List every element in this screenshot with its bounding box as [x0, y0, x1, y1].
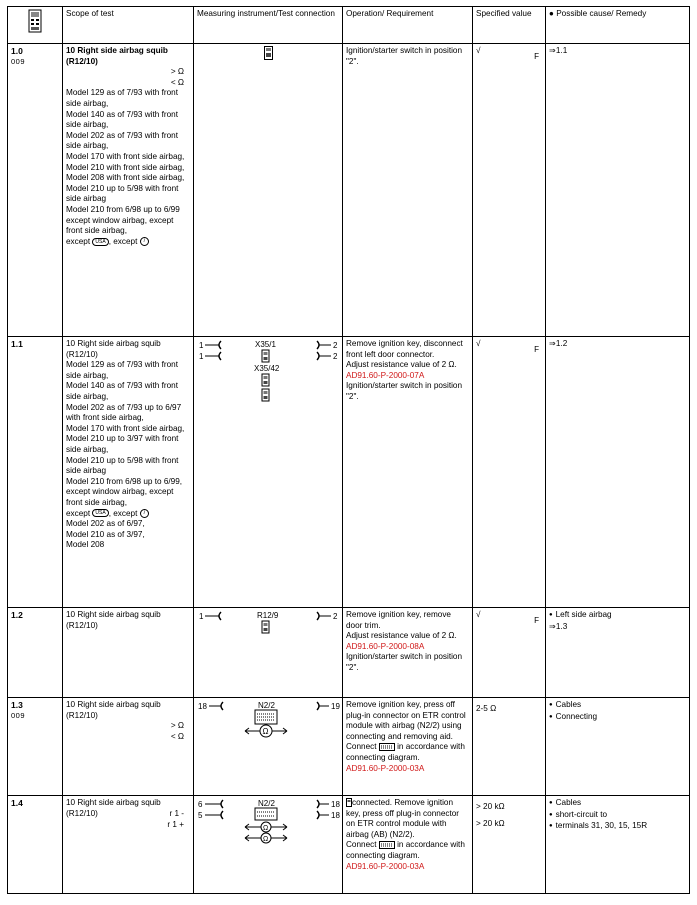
- tester-device-icon: [262, 621, 269, 633]
- operation-cell: [343, 337, 473, 608]
- ohmmeter-icon: [245, 822, 287, 843]
- connection-diagram: [197, 700, 340, 740]
- table-row: [8, 44, 690, 337]
- tester-device-icon: [262, 374, 269, 386]
- scope-line: 10 Right side airbag squib (R12/10): [66, 610, 161, 630]
- step-number: 1.4: [11, 798, 23, 808]
- step-cell: [8, 698, 63, 796]
- connect-label: Connect: [346, 742, 377, 752]
- connection-diagram: [197, 610, 340, 640]
- spec-cell: [473, 44, 546, 337]
- scope-except: [66, 509, 190, 520]
- scope-line: 10 Right side airbag squib (R12/10): [66, 700, 161, 720]
- pin-left-2: 5: [198, 811, 203, 820]
- usa-badge: USA: [92, 509, 108, 517]
- header-operation: Operation/ Requirement: [343, 7, 473, 44]
- document-reference-link[interactable]: AD91.60-P-2000-07A: [346, 370, 425, 380]
- step-cell: [8, 608, 63, 698]
- pin-left-1: 1: [199, 341, 204, 350]
- omega-symbol: Ω: [262, 727, 269, 736]
- tester-device-icon: [28, 9, 42, 33]
- connector-n2-2: N2/2: [258, 701, 275, 710]
- check-mark: √: [476, 46, 481, 55]
- scope-cell: [63, 698, 194, 796]
- spec-cell: [473, 337, 546, 608]
- scope-line: Model 210 up to 3/97 with front side airbag,: [66, 434, 179, 454]
- step-number: 1.3: [11, 700, 23, 710]
- remedy-link[interactable]: ⇒1.2: [549, 339, 568, 348]
- pin-left-1: 6: [198, 800, 203, 809]
- step-number: 1.0: [11, 46, 23, 56]
- breakout-box-icon: [379, 841, 395, 849]
- remedy-cause: ● Left side airbag: [549, 610, 686, 622]
- check-mark: √: [476, 339, 481, 348]
- omega-symbol: Ω: [263, 825, 269, 832]
- spec-cell: [473, 608, 546, 698]
- scope-line: Model 202 as of 6/97,: [66, 519, 145, 529]
- pin-right-2: 18: [331, 811, 340, 820]
- document-reference-link[interactable]: AD91.60-P-2000-08A: [346, 641, 425, 651]
- step-cell: [8, 796, 63, 894]
- operation-cell: [343, 608, 473, 698]
- fault-code: F: [534, 345, 539, 354]
- specified-value: > 20 kΩ: [476, 818, 505, 828]
- scope-line: Model 208: [66, 540, 105, 550]
- operation-cell: [343, 698, 473, 796]
- operation-text: [346, 798, 469, 840]
- scope-except: [66, 237, 190, 248]
- except-label-2: , except: [108, 508, 138, 518]
- usa-badge: USA: [92, 238, 108, 246]
- scope-line: Model 140 as of 7/93 with front side airbag,: [66, 381, 178, 401]
- remedy-cause: ● Cables: [549, 700, 686, 712]
- remedy-cause: ● short-circuit to: [549, 810, 686, 822]
- instrument-cell: [194, 796, 343, 894]
- pin-right: 2: [333, 612, 338, 621]
- document-reference-link[interactable]: AD91.60-P-2000-03A: [346, 861, 425, 871]
- fault-code: F: [534, 616, 539, 625]
- remedy-cell: [546, 698, 690, 796]
- scope-line: Model 210 as of 3/97,: [66, 529, 145, 539]
- pin-right-1: 18: [331, 800, 340, 809]
- spec-cell: [473, 796, 546, 894]
- operation-text: Remove ignition key, disconnect front left door connector.: [346, 339, 463, 359]
- scope-lt: < Ω: [170, 731, 184, 741]
- connect-label-2: in accordance with connecting diagram.: [346, 742, 465, 762]
- step-number: 1.1: [11, 339, 23, 349]
- info-icon: i: [140, 509, 149, 518]
- scope-line: Model 210 up to 5/98 with front side airbag: [66, 183, 179, 204]
- scope-line: Model 210 from 6/98 up to 6/99, except window airbag, except front side airbag,: [66, 476, 183, 507]
- check-mark: √: [476, 610, 481, 619]
- specified-value: 2-5 Ω: [476, 704, 497, 713]
- info-icon: i: [140, 237, 149, 246]
- scope-r1-plus: r 1 +: [167, 819, 184, 829]
- remedy-link[interactable]: ⇒1.1: [549, 46, 568, 55]
- scope-line: Model 140 as of 7/93 with front side airbag,: [66, 109, 178, 130]
- scope-line: Model 129 as of 7/93 with front side airbag,: [66, 360, 178, 380]
- table-row: [8, 796, 690, 894]
- operation-text: Ignition/starter switch in position "2".: [346, 46, 463, 66]
- header-icon-cell: [8, 7, 63, 44]
- pin-right-2: 2: [333, 352, 338, 361]
- fault-code: F: [534, 52, 539, 61]
- spec-cell: [473, 698, 546, 796]
- step-cell: [8, 44, 63, 337]
- step-sub: 009: [11, 56, 26, 66]
- header-instrument: Measuring instrument/Test connection: [194, 7, 343, 44]
- scope-line: Model 210 with front side airbag,: [66, 162, 185, 172]
- pin-left: 1: [199, 612, 204, 621]
- header-scope: Scope of test: [63, 7, 194, 44]
- scope-cell: [63, 608, 194, 698]
- remedy-cell: [546, 44, 690, 337]
- test-table: [7, 6, 690, 894]
- remedy-link[interactable]: ⇒1.3: [549, 621, 568, 631]
- breakout-box-icon: [255, 710, 277, 724]
- remedy-cell: [546, 337, 690, 608]
- connector-x35-42: X35/42: [254, 364, 280, 373]
- tester-device-icon: [264, 46, 273, 60]
- instrument-cell: [194, 44, 343, 337]
- scope-line: 10 Right side airbag squib (R12/10): [66, 339, 161, 359]
- pin-right-1: 2: [333, 341, 338, 350]
- breakout-box-icon: [255, 808, 277, 820]
- breakout-box-icon: [379, 743, 395, 751]
- operation-text: Ignition/starter switch in position "2".: [346, 381, 463, 401]
- operation-text: Adjust resistance value of 2 Ω.: [346, 360, 457, 370]
- scope-line: Model 202 as of 7/93 up to 6/97 with front side airbag,: [66, 402, 182, 423]
- scope-line: Model 129 as of 7/93 with front side airbag,: [66, 88, 178, 108]
- scope-cell: [63, 796, 194, 894]
- table-row: [8, 337, 690, 608]
- scope-line: Model 170 with front side airbag,: [66, 423, 185, 433]
- scope-cell: [63, 44, 194, 337]
- remedy-cell: [546, 796, 690, 894]
- remedy-cause: ● Connecting: [549, 712, 686, 724]
- connector-r12-9: R12/9: [257, 611, 279, 620]
- step-number: 1.2: [11, 610, 23, 620]
- pin-left-2: 1: [199, 352, 204, 361]
- connector-x35-1: X35/1: [255, 340, 276, 349]
- scope-r1-minus: r 1 -: [169, 809, 184, 819]
- instrument-cell: [194, 608, 343, 698]
- operation-cell: [343, 796, 473, 894]
- step-sub: 009: [11, 710, 26, 720]
- scope-line: Model 170 with front side airbag,: [66, 151, 185, 161]
- specified-value: > 20 kΩ: [476, 802, 505, 811]
- scope-title: 10 Right side airbag squib (R12/10): [66, 46, 168, 66]
- omega-symbol: Ω: [263, 836, 269, 843]
- operation-text: Remove ignition key, remove door trim.: [346, 610, 451, 630]
- pin-left: 18: [198, 702, 207, 711]
- except-label: except: [66, 508, 91, 518]
- scope-line: Model 202 as of 7/93 with front side airbag,: [66, 130, 178, 151]
- pin-right: 19: [331, 702, 340, 711]
- table-row: [8, 698, 690, 796]
- connector-n2-2: N2/2: [258, 799, 275, 808]
- scope-line: Model 210 from 6/98 up to 6/99 except window airbag, except front side airbag,: [66, 204, 180, 236]
- remedy-cause: ● Cables: [549, 798, 686, 810]
- operation-text: Adjust resistance value of 2 Ω.: [346, 631, 457, 641]
- operation-first: connected. Remove ignition key, press off plug-in connector on ETR control module with airbag (AB) (N2/2).: [346, 798, 460, 839]
- scope-line: Model 210 up to 5/98 with front side airbag: [66, 455, 179, 476]
- remedy-cell: [546, 608, 690, 698]
- connect-label: Connect: [346, 840, 377, 850]
- document-reference-link[interactable]: AD91.60-P-2000-03A: [346, 763, 425, 773]
- ohmmeter-icon: [245, 725, 287, 737]
- operation-text: Remove ignition key, press off plug-in connector on ETR control module with airbag (N2/2) using connecting and removing aid.: [346, 700, 466, 741]
- header-row: [8, 7, 690, 44]
- except-label-2: , except: [108, 236, 138, 246]
- connect-instruction: [346, 742, 469, 763]
- scope-gt: > Ω: [170, 67, 184, 77]
- table-row: [8, 608, 690, 698]
- operation-text: Ignition/starter switch in position "2".: [346, 652, 463, 672]
- scope-cell: [63, 337, 194, 608]
- instrument-cell: [194, 698, 343, 796]
- connection-diagram: [197, 339, 340, 419]
- instrument-cell: [194, 337, 343, 608]
- header-remedy: ● Possible cause/ Remedy: [546, 7, 690, 44]
- operation-cell: [343, 44, 473, 337]
- tester-device-icon: [262, 389, 269, 401]
- connection-diagram: [197, 798, 340, 844]
- scope-lt: < Ω: [170, 77, 184, 87]
- except-label: except: [66, 236, 91, 246]
- scope-line: Model 208 with front side airbag,: [66, 173, 185, 183]
- connect-label-2: in accordance with connecting diagram.: [346, 840, 465, 860]
- connect-instruction: [346, 840, 469, 861]
- remedy-cause: ● terminals 31, 30, 15, 15R: [549, 821, 686, 833]
- tester-device-icon: [262, 350, 269, 362]
- scope-gt: > Ω: [170, 721, 184, 731]
- scope-line: 10 Right side airbag squib (R12/10): [66, 798, 161, 818]
- step-cell: [8, 337, 63, 608]
- header-specified: Specified value: [473, 7, 546, 44]
